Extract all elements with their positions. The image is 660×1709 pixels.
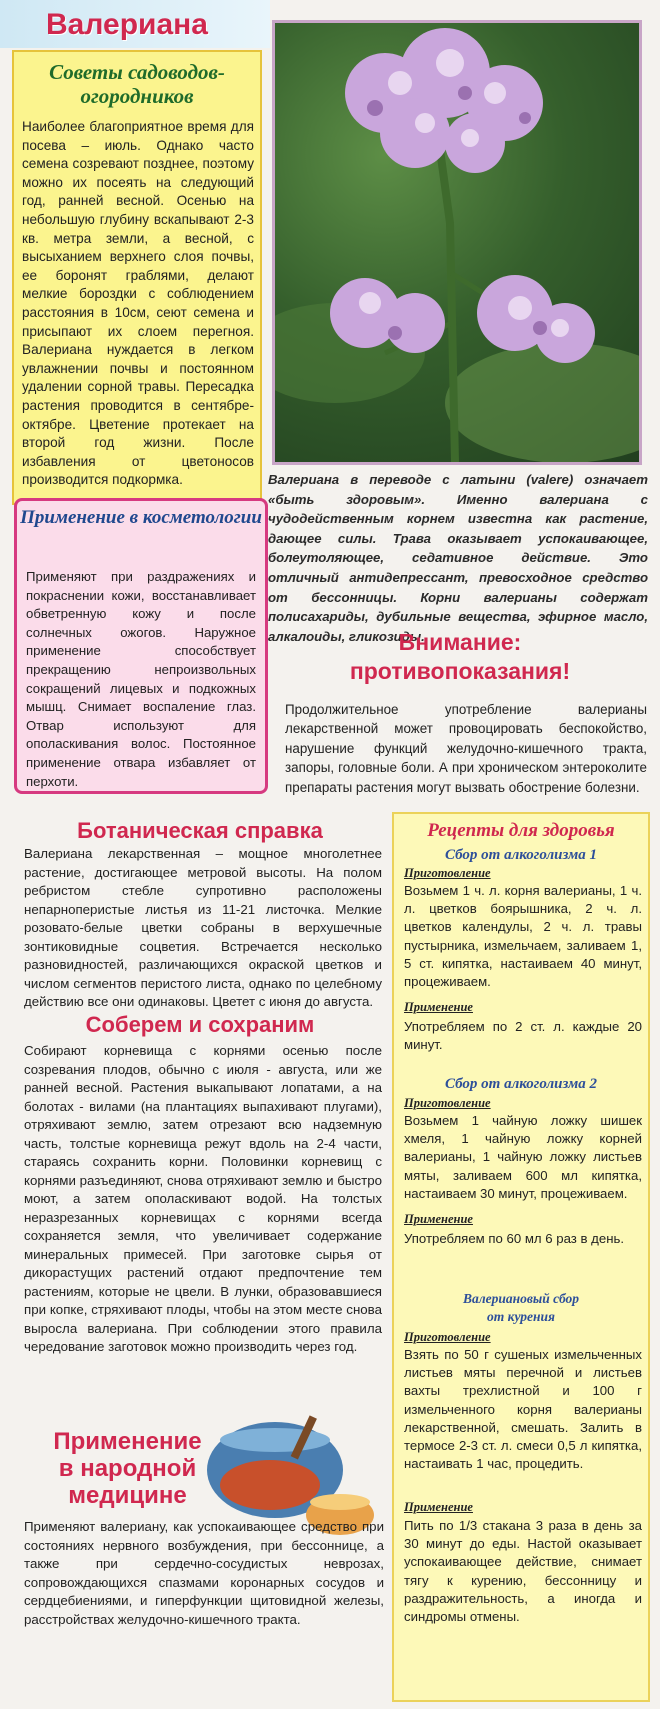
cosmetology-title: Применение в косметологии <box>20 507 262 528</box>
folk-title-line3: медицине <box>68 1482 187 1509</box>
warning-title-line1: Внимание: <box>398 629 522 655</box>
botanical-title: Ботаническая справка <box>77 818 323 843</box>
recipe1-prep-label: Приготовление <box>404 866 491 880</box>
recipe2-prep: Возьмем 1 чайную ложку шишек хмеля, 1 чайную ложку корней валерианы, 1 чайную ложку листьев мяты, заливаем 600 мл кипятка, настаиваем 30 минут, процеживаем. <box>404 1113 642 1201</box>
recipe3-title <box>396 1290 646 1326</box>
recipe3-title-line2: от курения <box>487 1309 555 1324</box>
folk-title-line1: Применение <box>53 1428 202 1455</box>
photo-caption: Валериана в переводе с латыни (valere) означает «быть здоровым». Именно валериана с чудодейственным корнем известна как растение, дающее силы. Трава оказывает успокаивающее, болеутоляющее, седативное действие. Это отличный антидепрессант, превосходное средство от бессонницы. Корни валерианы содержат полисахариды, дубильные вещества, эфирное масло, алкалоиды, гликозиды. <box>268 472 648 644</box>
warning-title-line2: противопоказания! <box>349 658 571 684</box>
recipe2-title: Сбор от алкоголизма 2 <box>445 1076 597 1092</box>
warning-title <box>280 628 640 686</box>
valerian-photo <box>272 20 642 465</box>
recipe1-use: Употребляем по 2 ст. л. каждые 20 минут. <box>404 1019 642 1053</box>
recipes-title: Рецепты для здоровья <box>427 820 615 841</box>
folk-text <box>24 1518 384 1629</box>
recipe2-use: Употребляем по 60 мл 6 раз в день. <box>404 1231 625 1246</box>
warning-text: Продолжительное употребление валерианы лекарственной может провоцировать беспокойство, нарушение функций желудочно-кишечного тракта, запоры, головные боли. А при хроническом энтероколите препараты растения могут вызвать обострение болезни. <box>285 702 647 795</box>
collect-text: Собирают корневища с корнями осенью после созревания плодов, обычно с июля - августа, или же ранней весной. Растения выкапывают лопатами, а на болотах - вилами (на плантациях выпахивают плугами), отряхивают землю, затем отрезают всю надземную часть, толстые корневища режут вдоль на 2-4 части, стараясь сохранить корни. Половинки корневищ с корнями разъединяют, снова отряхивают землю и быстро моют, а затем ополаскивают водой. На толстых неразрезанных корневищах с корнями всегда сохраняется земля, что увеличивает содержание минеральных примесей. При заготовке сырья от дикорастущих растений отдают предпочтение тем растениям, которые не цвели. В лунки, образовавшиеся при копке, стряхивают плоды, чтобы на этом месте снова выросла валериана. При соблюдении этого правила чередование заготовок можно производить через год. <box>24 1043 382 1354</box>
valerian-flower-illustration <box>275 23 642 465</box>
recipe1-prep: Возьмем 1 ч. л. корня валерианы, 1 ч. л. цветков боярышника, 2 ч. л. цветков календулы, 2 ч. л. травы пустырника, измельчаем, заливаем 1, 5 ст. кипятка, настаиваем 40 минут, процеживаем. <box>404 883 642 990</box>
recipe1-use-label: Применение <box>404 1000 473 1014</box>
recipe3-use: Пить по 1/3 стакана 3 раза в день за 30 минут до еды. Настой оказывает успокаивающее действие, снимает тягу к курению, бессонницу и раздражительность, а иногда и синдромы отмены. <box>404 1518 642 1625</box>
recipe1-title: Сбор от алкоголизма 1 <box>445 847 597 863</box>
recipe3-prep: Взять по 50 г сушеных измельченных листьев мяты перечной и листьев вахты трехлистной и 100 г измельченного корня валерианы лекарственной, смешать. Залить в термосе 2-3 ст. л. смеси 0,5 л кипятка, настаивать 1 час, процедить. <box>404 1347 642 1472</box>
collect-title: Соберем и сохраним <box>85 1012 315 1037</box>
cosmetology-text: Применяют при раздражениях и покраснении кожи, восстанавливает обветренную кожу и после солнечных ожогов. Наружное применение способствует прекращению непроизвольных сокращений лицевых и подкожных мышц. Снимает воспаление глаз. Отвар используют для ополаскивания волос. Постоянное применение отвара избавляет от перхоти. <box>26 569 256 789</box>
recipe2-prep-label: Приготовление <box>404 1096 491 1110</box>
recipe3-title-line1: Валериановый сбор <box>462 1291 580 1306</box>
recipe2-use-label: Применение <box>404 1212 473 1226</box>
botanical-text: Валериана лекарственная – мощное многолетнее растение, достигающее метровой высоты. На полом ребристом стебле супротивно расположены непарноперистые листья из 11-21 листочка. Мелкие розовато-белые цветки собраны в верхушечные зонтиковидные соцветия. Встречается несколько разновидностей, различающихся окраской цветков и числом сегментов перистого листа, однако по целебному действию все они одинаковы. Цветет с июня до августа. <box>24 846 382 1009</box>
page-title: Валериана <box>46 8 208 41</box>
recipe3-use-label: Применение <box>404 1500 473 1514</box>
tips-text: Наиболее благоприятное время для посева – июль. Однако часто семена созревают позднее, поэтому можно их посеять на следующий год, ранней весной. Осенью на небольшую глубину вскапывают 2-3 кв. метра земли, а весной, с высыханием верхнего слоя почвы, ее боронят граблями, делают мелкие бороздки с соблюдением расстояния в 10см, сеют семена и присыпают их слоем перегноя. Валериана нуждается в легком увлажнении почвы и постоянном удалении сорной травы. Пересадка растения проводится в сентябре-октябре. Цветение протекает на второй год жизни. После избавления от цветоносов производится подкормка. <box>22 119 254 488</box>
folk-text-content: Применяют валериану, как успокаивающее средство при состояниях нервного возбуждения, при бессоннице, а также при сердечно-сосудистых неврозах, сопровождающихся спазмами коронарных сосудов и сердцебиениями, и гиперфункции щитовидной железы, расстройствах желудочно-кишечного тракта. <box>24 1519 384 1627</box>
folk-title <box>30 1428 225 1509</box>
folk-title-line2: в народной <box>58 1455 197 1482</box>
tips-title: Советы садоводов-огородников <box>49 60 225 108</box>
recipe3-prep-label: Приготовление <box>404 1330 491 1344</box>
